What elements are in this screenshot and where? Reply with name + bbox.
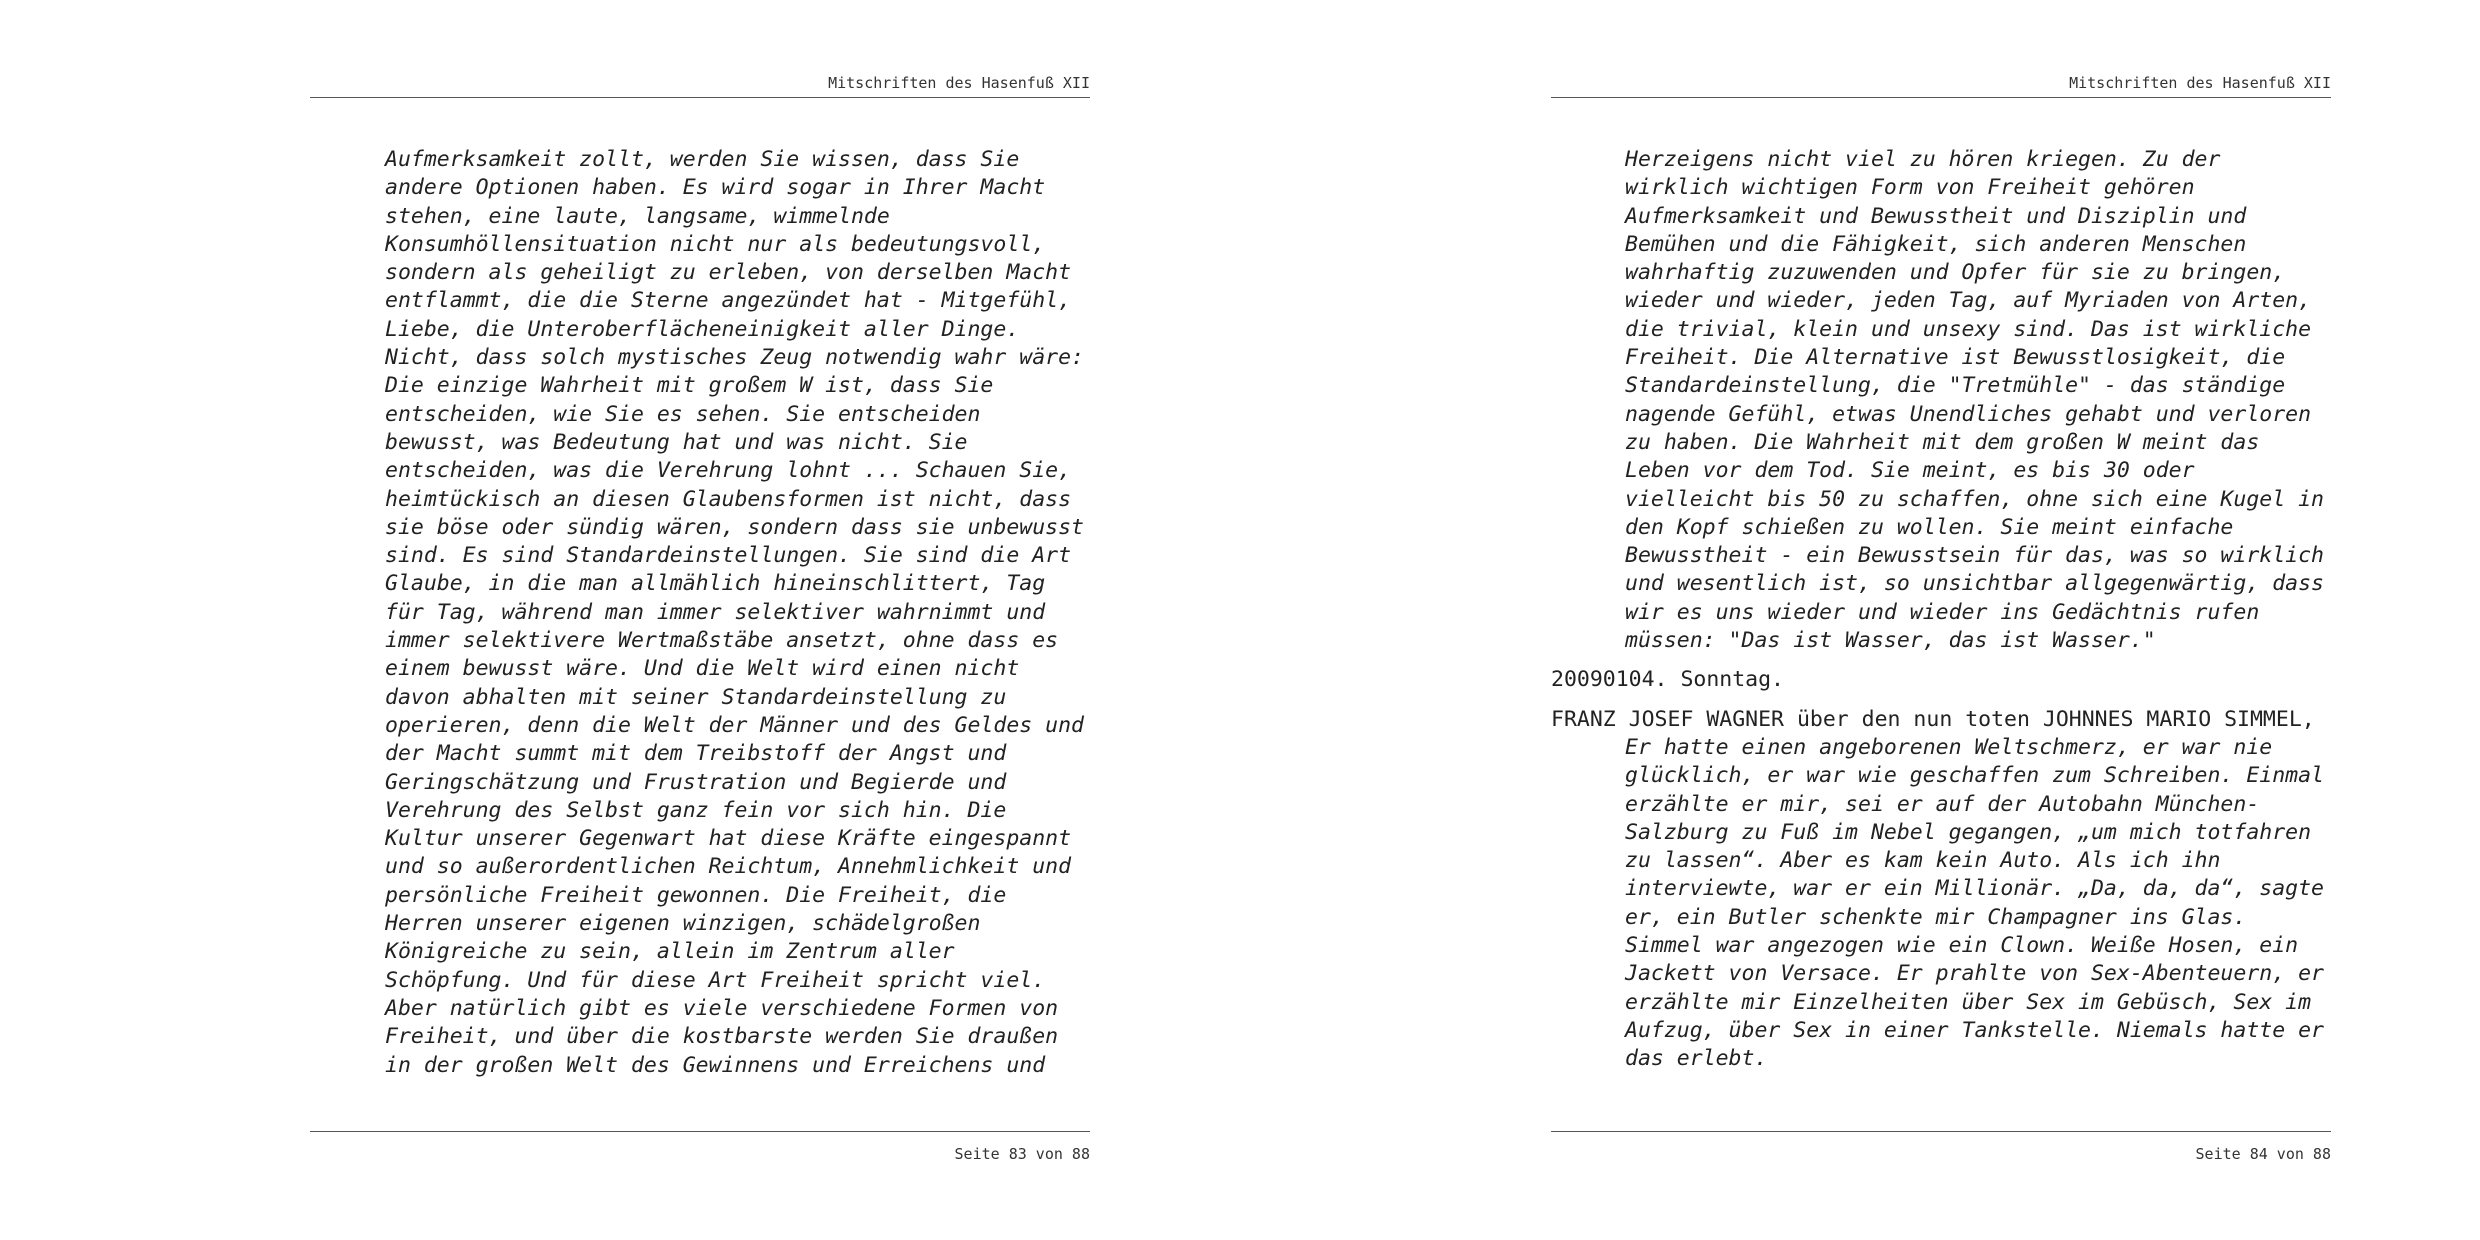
text-line: Königreiche zu sein, allein im Zentrum aller	[385, 939, 955, 965]
text-line: müssen: "Das ist Wasser, das ist Wasser."	[1625, 628, 2156, 654]
text-line: er, ein Butler schenkte mir Champagner ins Glas.	[1625, 904, 2247, 930]
text-line: Geringschätzung und Frustration und Begierde und	[385, 769, 1007, 795]
text-line: Herzeigens nicht viel zu hören kriegen. Zu der	[1625, 147, 2221, 172]
text-line: Liebe, die Unteroberflächeneinigkeit aller Dinge.	[385, 316, 1020, 342]
text-line: wahrhaftig zuzuwenden und Opfer für sie zu bringen,	[1625, 260, 2286, 286]
running-head: Mitschriften des Hasenfuß XII	[2069, 74, 2331, 92]
text-line: wir es uns wieder und wieder ins Gedächtnis rufen	[1625, 599, 2260, 625]
quote-block	[1551, 146, 2331, 655]
text-line: Freiheit. Die Alternative ist Bewusstlosigkeit, die	[1625, 345, 2286, 371]
text-line: Bemühen und die Fähigkeit, sich anderen Menschen	[1625, 231, 2247, 257]
text-line: Herren unserer eigenen winzigen, schädelgroßen	[385, 911, 981, 937]
text-line: vielleicht bis 50 zu schaffen, ohne sich eine Kugel in	[1625, 486, 2324, 512]
text-line: interviewte, war er ein Millionär. „Da, da, da“, sagte	[1625, 876, 2324, 902]
text-line: Salzburg zu Fuß im Nebel gegangen, „um mich totfahren	[1625, 819, 2312, 845]
text-line: Schöpfung. Und für diese Art Freiheit spricht viel.	[385, 967, 1046, 993]
text-line: heimtückisch an diesen Glaubensformen ist nicht, dass	[385, 486, 1072, 512]
text-line: Leben vor dem Tod. Sie meint, es bis 30 oder	[1625, 458, 2195, 484]
text-line: Aufmerksamkeit zollt, werden Sie wissen, dass Sie	[385, 147, 1020, 172]
page-body	[1551, 146, 2331, 1074]
text-line: Simmel war angezogen wie ein Clown. Weiße Hosen, ein	[1625, 933, 2299, 959]
text-line: entscheiden, wie Sie es sehen. Sie entscheiden	[385, 401, 981, 427]
entry-quote-block	[1551, 734, 2331, 1074]
text-line: Konsumhöllensituation nicht nur als bedeutungsvoll,	[385, 231, 1046, 257]
text-line: sind. Es sind Standardeinstellungen. Sie sind die Art	[385, 543, 1072, 569]
text-line: Die einzige Wahrheit mit großem W ist, dass Sie	[385, 373, 994, 399]
text-line: Jackett von Versace. Er prahlte von Sex-Abenteuern, er	[1625, 961, 2324, 987]
header-rule	[310, 97, 1090, 98]
text-line: Nicht, dass solch mystisches Zeug notwendig wahr wäre:	[385, 345, 1084, 371]
text-line: bewusst, was Bedeutung hat und was nicht. Sie	[385, 429, 968, 455]
text-line: zu haben. Die Wahrheit mit dem großen W meint das	[1625, 429, 2260, 455]
text-line: erzählte mir Einzelheiten über Sex im Gebüsch, Sex im	[1625, 989, 2312, 1015]
entry-intro: FRANZ JOSEF WAGNER über den nun toten JOHNNES MARIO SIMMEL,	[1551, 706, 2315, 732]
text-line: stehen, eine laute, langsame, wimmelnde	[385, 203, 890, 229]
text-line: Bewusstheit - ein Bewusstsein für das, was so wirklich	[1625, 543, 2324, 569]
date-entry: 20090104. Sonntag.	[1551, 667, 1784, 693]
text-line: operieren, denn die Welt der Männer und des Geldes und	[385, 712, 1084, 738]
text-line: Aufmerksamkeit und Bewusstheit und Disziplin und	[1625, 203, 2247, 229]
text-line: Aufzug, über Sex in einer Tankstelle. Niemals hatte er	[1625, 1017, 2324, 1043]
left-page	[310, 0, 1090, 1240]
text-line: davon abhalten mit seiner Standardeinstellung zu	[385, 684, 1007, 710]
page-number: Seite 83 von 88	[954, 1145, 1090, 1163]
text-line: erzählte er mir, sei er auf der Autobahn München-	[1625, 791, 2260, 817]
paragraph-gap	[1551, 695, 2331, 706]
text-line: Glaube, in die man allmählich hineinschlittert, Tag	[385, 571, 1046, 597]
right-page	[1551, 0, 2331, 1240]
text-line: das erlebt.	[1625, 1046, 1768, 1072]
text-line: wirklich wichtigen Form von Freiheit gehören	[1625, 175, 2195, 201]
text-line: den Kopf schießen zu wollen. Sie meint einfache	[1625, 514, 2234, 540]
text-line: Verehrung des Selbst ganz fein vor sich hin. Die	[385, 797, 1007, 823]
header-rule	[1551, 97, 2331, 98]
text-line: in der großen Welt des Gewinnens und Erreichens und	[385, 1052, 1046, 1078]
text-line: glücklich, er war wie geschaffen zum Schreiben. Einmal	[1625, 763, 2324, 789]
quote-block	[385, 146, 1085, 1080]
text-line: entscheiden, was die Verehrung lohnt ... Schauen Sie,	[385, 458, 1072, 484]
footer-rule	[310, 1131, 1090, 1132]
page-number: Seite 84 von 88	[2195, 1145, 2331, 1163]
text-line: entflammt, die die Sterne angezündet hat - Mitgefühl,	[385, 288, 1072, 314]
text-line: der Macht summt mit dem Treibstoff der Angst und	[385, 741, 1007, 767]
text-line: persönliche Freiheit gewonnen. Die Freiheit, die	[385, 882, 1007, 908]
text-line: und wesentlich ist, so unsichtbar allgegenwärtig, dass	[1625, 571, 2324, 597]
footer-rule	[1551, 1131, 2331, 1132]
paragraph-gap	[1551, 655, 2331, 666]
running-head: Mitschriften des Hasenfuß XII	[828, 74, 1090, 92]
text-line: wieder und wieder, jeden Tag, auf Myriaden von Arten,	[1625, 288, 2312, 314]
text-line: für Tag, während man immer selektiver wahrnimmt und	[385, 599, 1046, 625]
text-line: Aber natürlich gibt es viele verschiedene Formen von	[385, 995, 1059, 1021]
text-line: Freiheit, und über die kostbarste werden Sie draußen	[385, 1024, 1059, 1050]
text-line: sondern als geheiligt zu erleben, von derselben Macht	[385, 260, 1072, 286]
text-line: einem bewusst wäre. Und die Welt wird einen nicht	[385, 656, 1020, 682]
text-line: und so außerordentlichen Reichtum, Annehmlichkeit und	[385, 854, 1072, 880]
text-line: sie böse oder sündig wären, sondern dass sie unbewusst	[385, 514, 1084, 540]
text-line: nagende Gefühl, etwas Unendliches gehabt und verloren	[1625, 401, 2312, 427]
text-line: zu lassen“. Aber es kam kein Auto. Als ich ihn	[1625, 848, 2221, 874]
text-line: immer selektivere Wertmaßstäbe ansetzt, ohne dass es	[385, 628, 1059, 654]
text-line: Er hatte einen angeborenen Weltschmerz, er war nie	[1625, 734, 2273, 760]
text-line: andere Optionen haben. Es wird sogar in Ihrer Macht	[385, 175, 1046, 201]
text-line: Kultur unserer Gegenwart hat diese Kräfte eingespannt	[385, 826, 1072, 852]
text-line: die trivial, klein und unsexy sind. Das ist wirkliche	[1625, 316, 2312, 342]
text-line: Standardeinstellung, die "Tretmühle" - das ständige	[1625, 373, 2286, 399]
